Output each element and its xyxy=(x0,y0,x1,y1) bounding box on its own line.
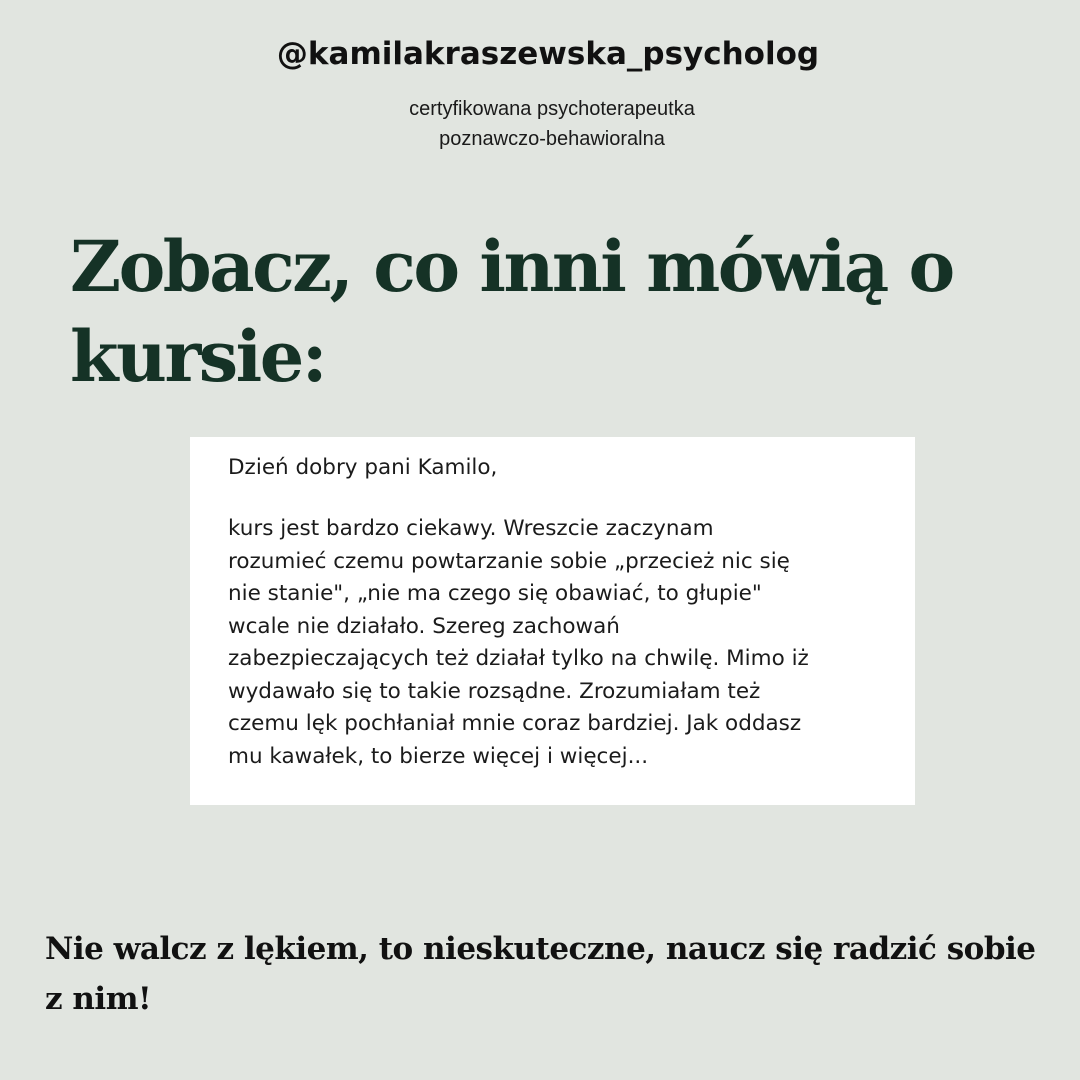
testimonial-line: zabezpieczających też działał tylko na chwilę. Mimo iż xyxy=(228,646,809,671)
subtitle-line-1: certyfikowana psychoterapeutka xyxy=(409,98,695,120)
testimonial-line: rozumieć czemu powtarzanie sobie „przecież nic się xyxy=(228,548,790,574)
tagline-line-2: z nim! xyxy=(45,981,152,1017)
closing-tagline xyxy=(45,924,1045,1024)
testimonial-line: kurs jest bardzo ciekawy. Wreszcie zaczynam xyxy=(228,516,714,541)
testimonial-line: wcale nie działało. Szereg zachowań xyxy=(228,613,620,639)
testimonial-line: nie stanie", „nie ma czego się obawiać, to głupie" xyxy=(228,581,762,606)
testimonial-body xyxy=(228,513,809,773)
testimonial-greeting: Dzień dobry pani Kamilo, xyxy=(228,455,498,480)
testimonial-card xyxy=(190,437,915,805)
testimonial-line: wydawało się to takie rozsądne. Zrozumiałam też xyxy=(228,678,761,704)
page-headline: Zobacz, co inni mówią o kursie: xyxy=(70,225,953,398)
subtitle-line-2: poznawczo-behawioralna xyxy=(439,128,665,150)
account-handle: @kamilakraszewska_psycholog xyxy=(276,36,820,72)
account-subtitle xyxy=(0,94,1080,154)
testimonial-line: mu kawałek, to bierze więcej i więcej... xyxy=(228,743,649,769)
testimonial-line: czemu lęk pochłaniał mnie coraz bardziej. Jak oddasz xyxy=(228,711,802,736)
tagline-line-1: Nie walcz z lękiem, to nieskuteczne, naucz się radzić sobie xyxy=(45,931,1036,967)
